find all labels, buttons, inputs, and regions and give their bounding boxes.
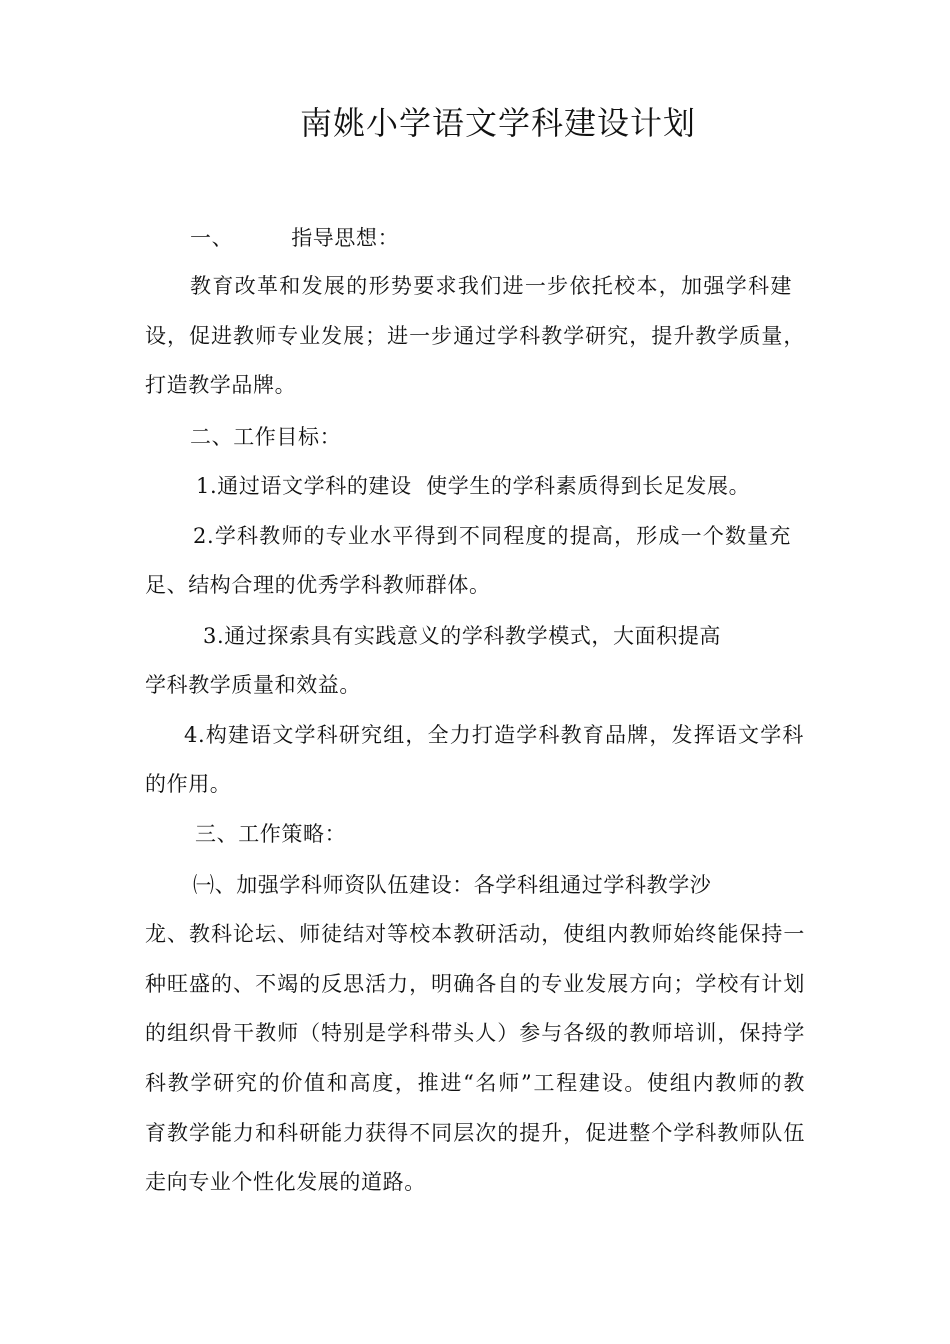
section3-heading: 三、工作策略： [195,822,347,846]
paragraph-line: 走向专业个性化发展的道路。 [145,1170,426,1194]
paragraph-line: 龙、教科论坛、师徒结对等校本教研活动，使组内教师始终能保持一 [145,922,805,946]
paragraph-line: ㈠、加强学科师资队伍建设：各学科组通过学科教学沙 [193,873,712,897]
paragraph-line: 的组织骨干教师（特别是学科带头人）参与各级的教师培训，保持学 [145,1021,805,1045]
section1-title: 指导思想： [291,226,400,250]
goal-item: 4.构建语文学科研究组，全力打造学科教育品牌，发挥语文学科 [184,723,804,747]
document-title: 南姚小学语文学科建设计划 [300,104,697,142]
paragraph-line: 种旺盛的、不竭的反思活力，明确各自的专业发展方向；学校有计划 [145,972,805,996]
goal-item: 的作用。 [145,772,232,796]
section1-number: 一、 [190,226,234,250]
paragraph-line: 教育改革和发展的形势要求我们进一步依托校本，加强学科建 [190,274,792,298]
goal-item: 3.通过探索具有实践意义的学科教学模式，大面积提高 [203,624,722,648]
paragraph-line: 设，促进教师专业发展；进一步通过学科教学研究，提升教学质量， [145,324,805,348]
goal-item: 学科教学质量和效益。 [145,673,361,697]
goal-item: 1.通过语文学科的建设 使学生的学科素质得到长足发展。 [196,474,751,498]
paragraph-line: 育教学能力和科研能力获得不同层次的提升，促进整个学科教师队伍 [145,1121,805,1145]
paragraph-line: 打造教学品牌。 [145,373,297,397]
section1-heading [190,224,399,252]
section2-heading: 二、工作目标： [190,425,342,449]
goal-item: 2.学科教师的专业水平得到不同程度的提高，形成一个数量充 [193,524,791,548]
paragraph-line: 科教学研究的价值和高度，推进“名师”工程建设。使组内教师的教 [145,1071,805,1095]
goal-item: 足、结构合理的优秀学科教师群体。 [145,573,491,597]
